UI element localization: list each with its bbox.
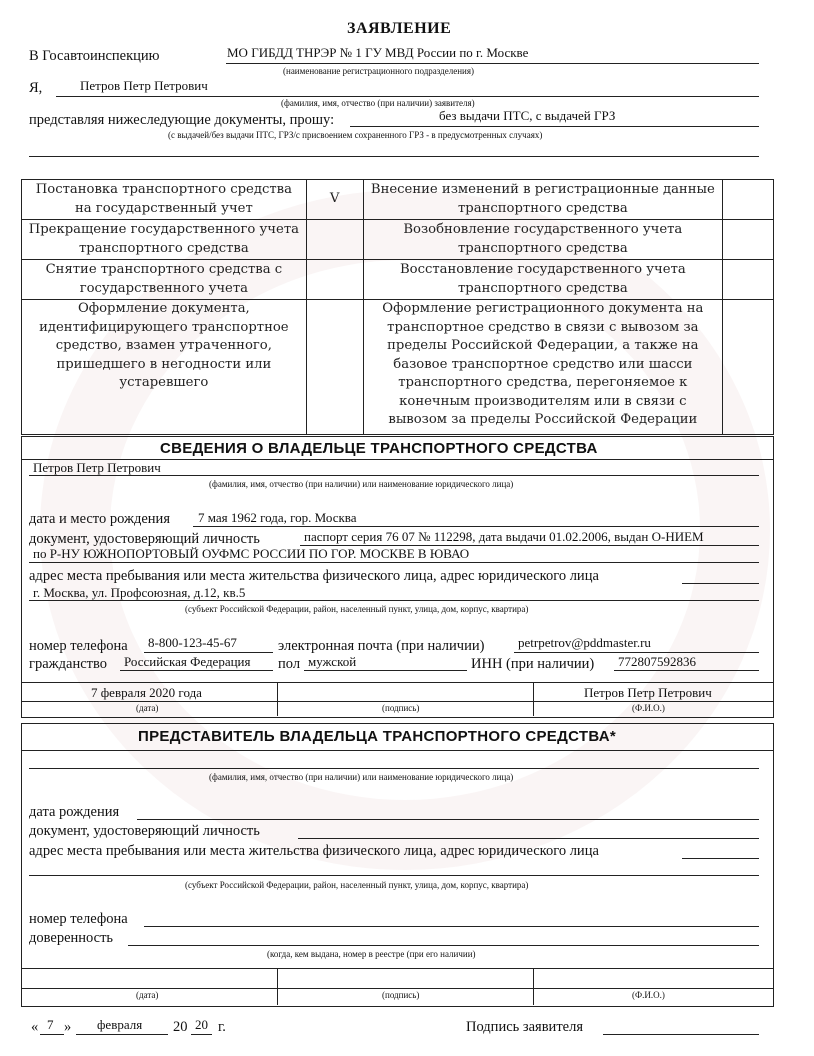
owner-citizenship-label: гражданство — [29, 656, 107, 672]
owner-sign-row-top — [21, 682, 774, 683]
document-title: ЗАЯВЛЕНИЕ — [347, 20, 452, 37]
owner-address-caption: (субъект Российской Федерации, район, населенный пункт, улица, дом, корпус, квартира) — [185, 604, 529, 614]
action-cell: Оформление регистрационного документа на транспортное средство в связи с вывозом за пределы Российской Федерации, а также на базовое транспортное средство или шасси транспортного средства, перегоняемое к конечным производителям или в связи с вывозом за пределы Российской Федерации — [363, 300, 722, 435]
rep-birth-label: дата рождения — [29, 804, 120, 820]
owner-sign-caption: (подпись) — [382, 703, 420, 713]
table-row — [22, 300, 774, 435]
registration-actions-table — [21, 179, 774, 435]
to-field[interactable]: МО ГИБДД ТНРЭР № 1 ГУ МВД России по г. Москве — [227, 45, 529, 60]
footer-close-quote: » — [64, 1019, 72, 1035]
owner-sex-underline — [304, 670, 467, 671]
request-field[interactable]: без выдачи ПТС, с выдачей ГРЗ — [439, 108, 616, 123]
rep-birth-field[interactable] — [137, 819, 759, 820]
request-extra-line — [29, 156, 759, 157]
owner-address-underline-1 — [682, 583, 759, 584]
footer-open-quote: « — [31, 1019, 39, 1035]
applicant-caption: (фамилия, имя, отчество (при наличии) заявителя) — [281, 98, 475, 108]
action-cell: Постановка транспортного средства на государственный учет — [22, 180, 307, 220]
footer-year-unit: г. — [218, 1019, 226, 1035]
owner-date-caption: (дата) — [136, 703, 159, 713]
footer-signature-field[interactable] — [603, 1034, 759, 1035]
to-label: В Госавтоинспекцию — [29, 48, 160, 64]
owner-phone-underline — [144, 652, 273, 653]
owner-sex-field[interactable]: мужской — [308, 654, 357, 669]
owner-birth-field[interactable]: 7 мая 1962 года, гор. Москва — [198, 510, 357, 525]
action-checkbox[interactable] — [723, 300, 774, 435]
owner-phone-field[interactable]: 8-800-123-45-67 — [148, 635, 237, 650]
request-underline — [350, 126, 759, 127]
owner-sex-label: пол — [278, 656, 301, 672]
owner-date-field[interactable]: 7 февраля 2020 года — [91, 685, 202, 700]
owner-email-label: электронная почта (при наличии) — [278, 638, 485, 654]
action-cell: Внесение изменений в регистрационные данные транспортного средства — [363, 180, 722, 220]
owner-address-underline-2 — [29, 600, 759, 601]
owner-name-field[interactable]: Петров Петр Петрович — [33, 460, 161, 475]
representative-section — [21, 723, 774, 1007]
action-cell: Восстановление государственного учета транспортного средства — [363, 260, 722, 300]
request-label: представляя нижеследующие документы, прошу: — [29, 112, 335, 128]
rep-address-caption: (субъект Российской Федерации, район, населенный пункт, улица, дом, корпус, квартира) — [185, 880, 529, 890]
rep-power-caption: (когда, кем выдана, номер в реестре (при его наличии) — [267, 949, 476, 959]
owner-section-title: СВЕДЕНИЯ О ВЛАДЕЛЬЦЕ ТРАНСПОРТНОГО СРЕДСТВА — [160, 440, 598, 457]
footer-year-underline — [191, 1034, 212, 1035]
rep-sign-row-top — [21, 968, 774, 969]
owner-fio-field[interactable]: Петров Петр Петрович — [584, 685, 712, 700]
action-cell: Снятие транспортного средства с государственного учета — [22, 260, 307, 300]
owner-email-field[interactable]: petrpetrov@pddmaster.ru — [518, 635, 651, 650]
applicant-name-field[interactable]: Петров Петр Петрович — [80, 78, 208, 93]
action-checkbox[interactable]: V — [306, 180, 363, 220]
rep-sign-divider-1 — [277, 968, 278, 1005]
rep-name-caption: (фамилия, имя, отчество (при наличии) или наименование юридического лица) — [209, 772, 514, 782]
action-cell: Возобновление государственного учета транспортного средства — [363, 220, 722, 260]
footer-year-field[interactable]: 20 — [195, 1017, 208, 1032]
rep-sign-row-mid — [21, 988, 774, 989]
owner-birth-underline — [193, 526, 759, 527]
rep-doc-field[interactable] — [298, 838, 759, 839]
action-checkbox[interactable] — [306, 300, 363, 435]
owner-inn-label: ИНН (при наличии) — [471, 656, 595, 672]
action-cell: Оформление документа, идентифицирующего транспортное средство, взамен утраченного, пришедшего в негодности или устаревшего — [22, 300, 307, 435]
action-checkbox[interactable] — [306, 220, 363, 260]
rep-sign-caption: (подпись) — [382, 990, 420, 1000]
rep-address-label: адрес места пребывания или места жительства физического лица, адрес юридического лица — [29, 843, 599, 859]
owner-address-field[interactable]: г. Москва, ул. Профсоюзная, д.12, кв.5 — [33, 585, 246, 600]
applicant-underline — [56, 96, 759, 97]
i-label: Я, — [29, 80, 43, 96]
owner-name-underline — [29, 475, 759, 476]
footer-month-field[interactable]: февраля — [97, 1017, 143, 1032]
owner-doc-label: документ, удостоверяющий личность — [29, 531, 260, 547]
owner-fio-caption: (Ф.И.О.) — [632, 703, 665, 713]
rep-fio-caption: (Ф.И.О.) — [632, 990, 665, 1000]
table-row — [22, 180, 774, 220]
owner-citizenship-underline — [120, 670, 273, 671]
rep-address-field-1[interactable] — [682, 858, 759, 859]
owner-sign-row-mid — [21, 701, 774, 702]
rep-power-field[interactable] — [128, 945, 759, 946]
action-checkbox[interactable] — [723, 180, 774, 220]
table-row — [22, 220, 774, 260]
rep-date-caption: (дата) — [136, 990, 159, 1000]
footer-day-field[interactable]: 7 — [47, 1017, 54, 1032]
owner-inn-field[interactable]: 772807592836 — [618, 654, 696, 669]
rep-section-title: ПРЕДСТАВИТЕЛЬ ВЛАДЕЛЬЦА ТРАНСПОРТНОГО СРЕДСТВА* — [138, 728, 616, 745]
footer-month-underline — [76, 1034, 168, 1035]
to-underline — [226, 63, 759, 64]
footer-year-prefix: 20 — [173, 1019, 188, 1035]
rep-doc-label: документ, удостоверяющий личность — [29, 823, 260, 839]
owner-doc-field-1[interactable]: паспорт серия 76 07 № 112298, дата выдачи 01.02.2006, выдан О-НИЕМ — [304, 529, 704, 544]
footer-signature-label: Подпись заявителя — [466, 1019, 583, 1035]
owner-sign-divider-1 — [277, 682, 278, 716]
owner-phone-label: номер телефона — [29, 638, 128, 654]
action-checkbox[interactable] — [723, 220, 774, 260]
owner-doc-field-2[interactable]: по Р-НУ ЮЖНОПОРТОВЫЙ ОУФМС РОССИИ ПО ГОР. МОСКВЕ В ЮВАО — [33, 546, 470, 561]
rep-address-field-2[interactable] — [29, 875, 759, 876]
action-checkbox[interactable] — [723, 260, 774, 300]
owner-name-caption: (фамилия, имя, отчество (при наличии) или наименование юридического лица) — [209, 479, 514, 489]
owner-citizenship-field[interactable]: Российская Федерация — [124, 654, 251, 669]
rep-phone-field[interactable] — [144, 926, 759, 927]
request-caption: (с выдачей/без выдачи ПТС, ГРЗ/с присвоением сохраненного ГРЗ - в предусмотренных случаях) — [168, 130, 543, 140]
owner-sign-divider-2 — [533, 682, 534, 716]
action-checkbox[interactable] — [306, 260, 363, 300]
owner-email-underline — [514, 652, 759, 653]
owner-birth-label: дата и место рождения — [29, 511, 170, 527]
action-cell: Прекращение государственного учета транспортного средства — [22, 220, 307, 260]
rep-name-underline — [29, 768, 759, 769]
footer-day-underline — [40, 1034, 64, 1035]
owner-address-label: адрес места пребывания или места жительства физического лица, адрес юридического лица — [29, 568, 599, 584]
rep-sign-divider-2 — [533, 968, 534, 1005]
owner-inn-underline — [614, 670, 759, 671]
to-caption: (наименование регистрационного подразделения) — [283, 66, 475, 76]
owner-doc-underline-2 — [29, 562, 759, 563]
rep-power-label: доверенность — [29, 930, 114, 946]
rep-phone-label: номер телефона — [29, 911, 128, 927]
table-row — [22, 260, 774, 300]
rep-title-divider — [21, 750, 774, 751]
